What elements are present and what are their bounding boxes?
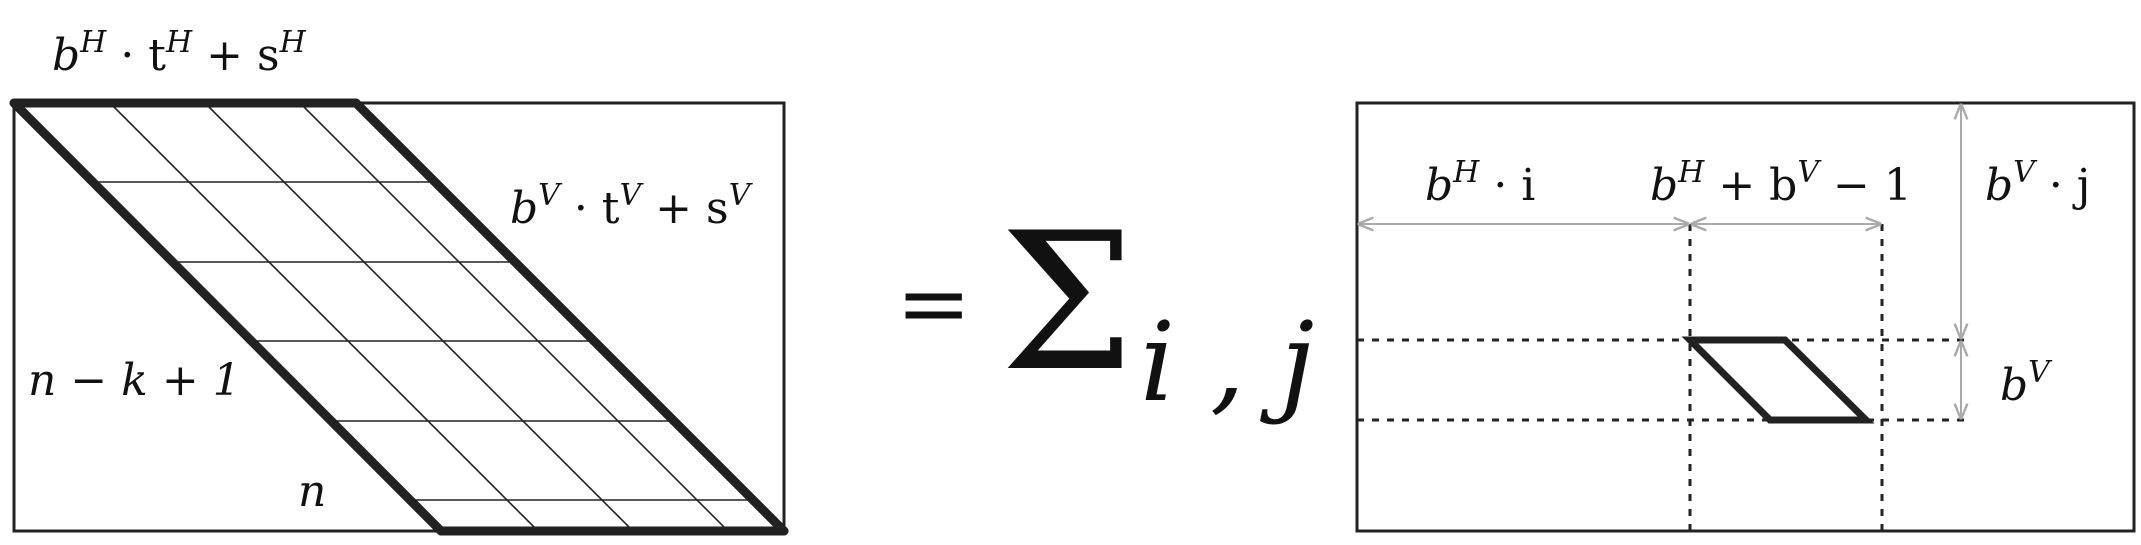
label-bv-j: $b^V \cdot j$ xyxy=(1985,155,2091,211)
label-bh-i: $b^H \cdot i$ xyxy=(1425,155,1536,211)
label-right: $b^V \cdot t^V + s^V$ xyxy=(510,178,751,234)
band-outline xyxy=(14,103,784,531)
left-panel xyxy=(0,25,800,531)
dimension-arrows xyxy=(1359,105,1961,418)
dashed-guides xyxy=(1357,224,1965,531)
label-bh-plus-bv: $b^H + b^V - 1$ xyxy=(1650,155,1912,211)
label-bottom: n xyxy=(298,466,327,517)
label-top: $b^H \cdot t^H + s^H$ xyxy=(52,25,306,81)
sum-operator xyxy=(896,192,1314,426)
right-panel xyxy=(1357,103,2134,531)
block-parallelogram xyxy=(1690,340,1866,420)
left-matrix-frame xyxy=(14,103,784,531)
sigma-symbol: Σ xyxy=(1000,192,1135,413)
equals-sign: = xyxy=(896,251,972,356)
label-bv: $b^V$ xyxy=(2000,355,2050,411)
sigma-subscript: i , j xyxy=(1140,298,1315,426)
label-left: n − k + 1 xyxy=(28,355,241,406)
band-grid xyxy=(0,103,800,531)
